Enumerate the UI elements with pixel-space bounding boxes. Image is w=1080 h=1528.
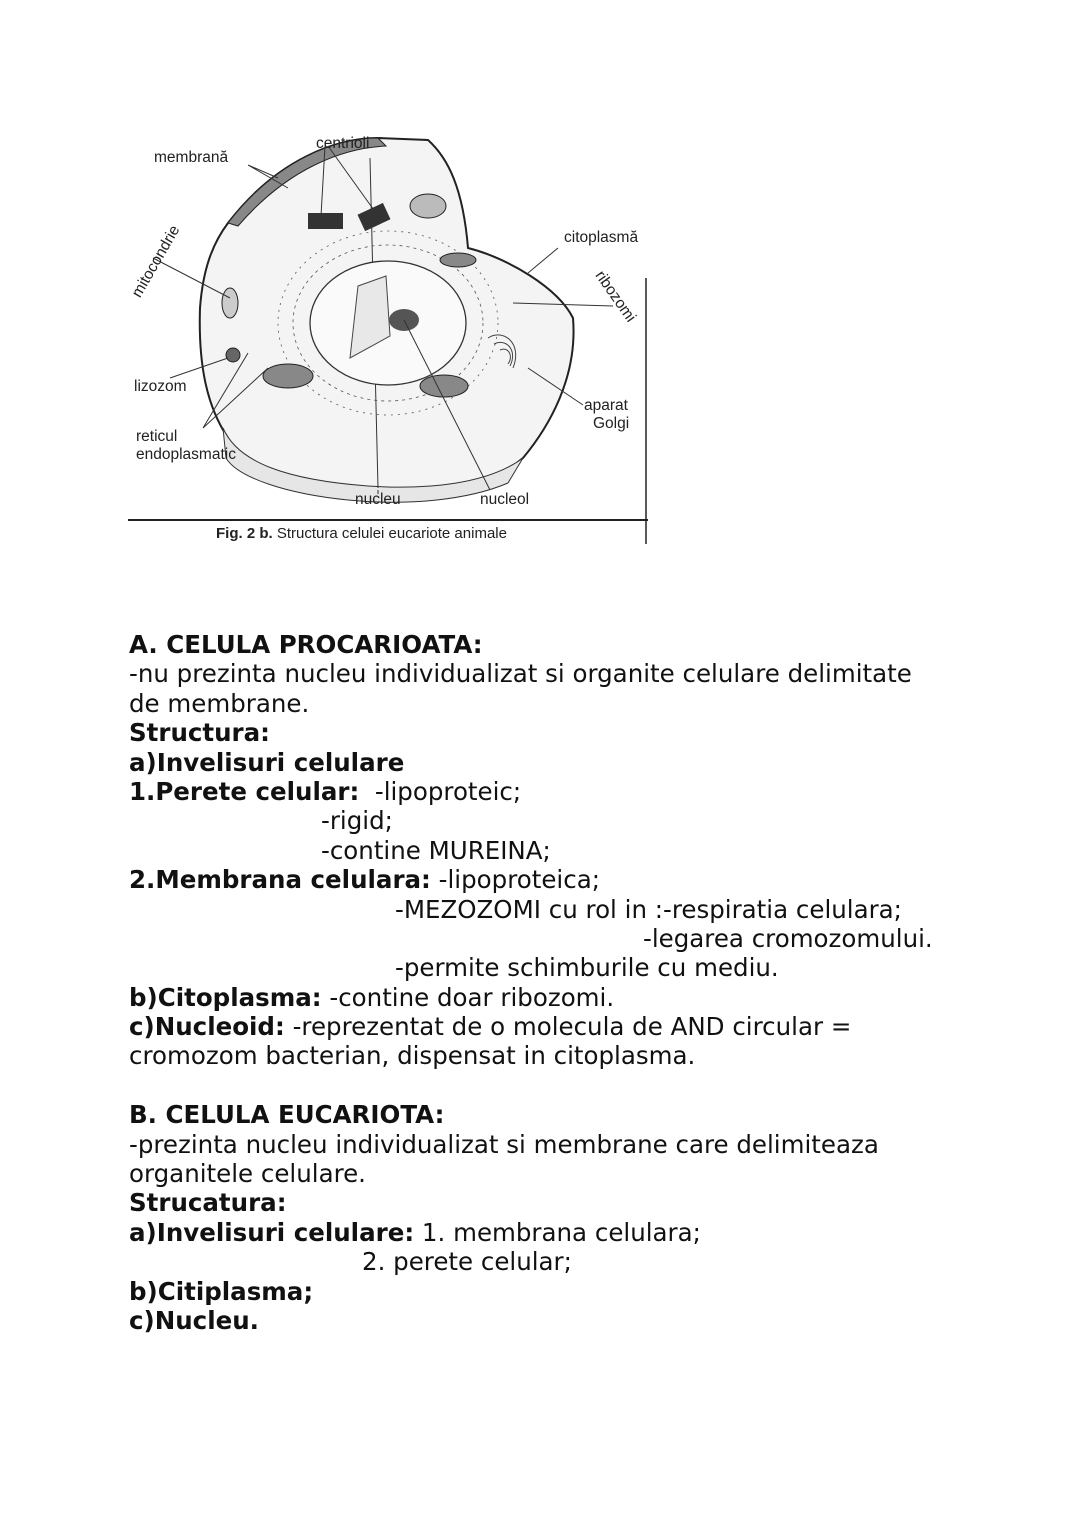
section-a-title: A. CELULA PROCARIOATA: [129, 630, 483, 659]
cell-diagram-figure [128, 128, 650, 546]
label-endoplasmatic: endoplasmatic [136, 446, 236, 463]
membrana-label: 2.Membrana celulara: [129, 865, 431, 895]
citoplasma-row [129, 983, 989, 1012]
label-aparat: aparat [584, 397, 628, 414]
label-citoplasma: citoplasmă [564, 229, 639, 246]
section-a-structure-label: Structura: [129, 718, 270, 748]
spacer [129, 1071, 989, 1100]
perete-label: 1.Perete celular: [129, 776, 360, 806]
invelisuri-b-item-1: 1. membrana celulara; [414, 1217, 701, 1247]
invelisuri-b-item-2: 2. perete celular; [362, 1247, 572, 1277]
citoplasma-label: b)Citoplasma: [129, 982, 322, 1012]
label-centrioli: centrioli [316, 135, 370, 152]
eukaryotic-cell-illustration [128, 128, 650, 546]
label-lizozom: lizozom [134, 378, 187, 395]
membrana-item-1: -lipoproteica; [430, 865, 600, 895]
perete-item-2: -rigid; [321, 806, 393, 836]
label-golgi: Golgi [593, 415, 630, 432]
notes-body [129, 630, 989, 1335]
caption-text: Structura celulei eucariote animale [272, 525, 507, 542]
section-a-desc-1: -nu prezinta nucleu individualizat si organite celulare delimitate [129, 659, 912, 689]
nucleoid-row [129, 1012, 989, 1041]
figure-caption [216, 525, 507, 542]
label-ribozomi: ribozomi [591, 267, 640, 326]
section-a-invelisuri: a)Invelisuri celulare [129, 747, 405, 777]
invelisuri-b-label: a)Invelisuri celulare: [129, 1217, 415, 1247]
label-nucleu: nucleu [355, 491, 401, 508]
membrana-item-4: -permite schimburile cu mediu. [395, 953, 779, 983]
section-b-title: B. CELULA EUCARIOTA: [129, 1100, 445, 1130]
section-b-structure-label: Strucatura: [129, 1188, 287, 1218]
membrana-item-3: -legarea cromozomului. [643, 923, 933, 953]
label-mitocondrie: mitocondrie [128, 222, 184, 301]
caption-figure-number: Fig. 2 b. [216, 525, 273, 542]
section-b-desc-2: organitele celulare. [129, 1159, 366, 1189]
section-b-desc-1: -prezinta nucleu individualizat si membrane care delimiteaza [129, 1129, 879, 1159]
nucleoid-text-2: cromozom bacterian, dispensat in citoplasma. [129, 1041, 696, 1071]
nucleoid-label: c)Nucleoid: [129, 1012, 285, 1042]
perete-row [129, 777, 989, 806]
citoplasma-text: -contine doar ribozomi. [321, 982, 615, 1012]
label-membrana: membrană [154, 149, 229, 166]
membrana-row [129, 865, 989, 894]
section-a-desc-2: de membrane. [129, 688, 310, 718]
section-b-nucleu: c)Nucleu. [129, 1305, 259, 1335]
nucleoid-text-1: -reprezentat de o molecula de AND circular = [284, 1012, 852, 1042]
perete-item-1: -lipoproteic; [359, 776, 522, 806]
invelisuri-b-row [129, 1218, 989, 1247]
membrana-item-2: -MEZOZOMI cu rol in :-respiratia celulara; [395, 894, 902, 924]
section-b-citiplasma: b)Citiplasma; [129, 1276, 314, 1306]
label-reticul: reticul [136, 428, 178, 445]
label-nucleol: nucleol [480, 491, 530, 508]
perete-item-3: -contine MUREINA; [321, 835, 551, 865]
